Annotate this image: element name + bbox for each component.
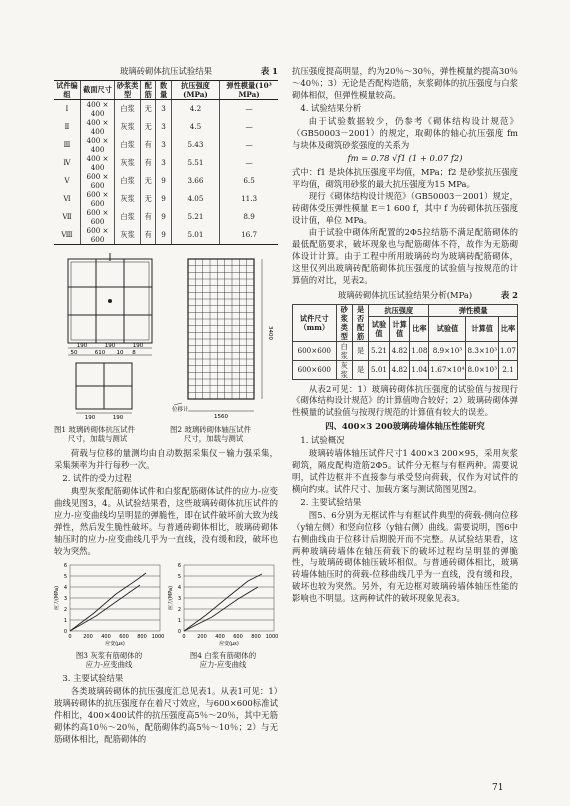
table2-body — [293, 341, 518, 379]
page-number: 71 — [492, 783, 504, 793]
table1-cell: 600 × 600 — [80, 226, 114, 245]
table-row — [54, 154, 278, 172]
table1-number: 表 1 — [260, 66, 278, 76]
fig4-ytick-3: 4 — [177, 584, 181, 591]
table2-h-modulus: 弹性模量 — [429, 304, 518, 317]
fig3-ytick-7: 0 — [63, 628, 67, 635]
table1-cell: 400 × 400 — [80, 154, 114, 172]
table-row — [54, 190, 278, 208]
table2-cell: 2.1 — [498, 360, 517, 379]
table2-cell: 5.21 — [369, 341, 390, 360]
fig3-xlabel: 应变(με) — [105, 640, 125, 647]
table1-cell: 白浆 — [115, 99, 141, 118]
fig4-xtick-6: 1000 — [265, 633, 278, 640]
table2-cell: 1.67×10⁴ — [429, 360, 466, 379]
table1-cell: 有 — [140, 226, 155, 245]
fig4-ytick-6: 1 — [177, 617, 181, 624]
table1-cell: Ⅷ — [54, 226, 80, 245]
table2-title: 玻璃砖砌体抗压试验结果分析(MPa) — [337, 289, 473, 300]
fig4-caption-line1: 图4 白浆有筋砌体的 — [189, 650, 257, 660]
table1 — [54, 80, 278, 245]
fig3-fig4-row — [54, 561, 278, 669]
fig1-dim-top-3: 190 — [132, 342, 144, 349]
table1-cell: 有 — [140, 154, 155, 172]
table2-caption — [292, 290, 518, 302]
table1-cell: 有 — [140, 208, 155, 226]
table1-header-cell: 截面尺寸 — [80, 80, 114, 99]
table1-cell: 3 — [156, 118, 171, 136]
fig1-dim-bottom-1: 50 — [70, 349, 78, 356]
table2-cell: 5.01 — [369, 360, 390, 379]
table1-cell: 8.9 — [220, 208, 278, 226]
table2-cell: 8.3×10³ — [466, 341, 498, 360]
fig4-caption-line2: 应力-应变曲线 — [199, 659, 247, 669]
heading-section-4: 四、400×3 200玻璃砖墙体轴压性能研究 — [325, 421, 485, 432]
fig3-ytick-1: 6 — [63, 562, 67, 569]
fig4-ytick-7: 0 — [177, 628, 181, 635]
table1-cell: 400 × 400 — [80, 136, 114, 154]
heading-analysis: 4. 试验结果分析 — [300, 102, 362, 113]
left-para-3: 各类玻璃砖砌体的抗压强度汇总见表1。从表1可见：1）玻璃砖砌体的抗压强度存在着尺寸效应，与600×600标准试件相比，400×400试件的抗压强度高5％～20％，其中无筋砌体约高10％～20％，配筋砌体约高5％～10％；2）与无筋砌体相比，配筋砌体的 — [54, 685, 278, 744]
fig3-ylabel: 应力(MPa) — [54, 585, 60, 610]
table1-cell: 16.7 — [220, 226, 278, 245]
heading-force-process: 2. 试件的受力过程 — [62, 473, 132, 484]
table1-cell: 灰浆 — [115, 118, 141, 136]
fig1-dim-small-2: 190 — [112, 414, 124, 421]
table-row — [54, 118, 278, 136]
table2 — [292, 304, 518, 380]
table2-cell: 1.08 — [410, 341, 429, 360]
table1-cell: 9 — [156, 172, 171, 190]
table1-cell: 9 — [156, 190, 171, 208]
table1-cell: 3 — [156, 136, 171, 154]
fig3-xtick-5: 800 — [137, 633, 147, 640]
fig1-dim-bottom-4: 8 — [132, 349, 136, 356]
table1-cell: 400 × 400 — [80, 118, 114, 136]
table2-cell: 1.07 — [498, 341, 517, 360]
table-row — [293, 360, 518, 379]
table1-cell: Ⅳ — [63, 158, 71, 168]
table1-cell: 灰浆 — [115, 154, 141, 172]
table1-cell: Ⅵ — [63, 194, 71, 204]
fig2-caption-line1: 图2 玻璃砖砌体轴压试件 — [170, 424, 251, 434]
fig3-xtick-6: 1000 — [151, 633, 164, 640]
table2-cell: 8.0×10³ — [466, 360, 498, 379]
table1-header-cell: 砂浆类型 — [115, 80, 141, 99]
table1-cell: 11.3 — [220, 190, 278, 208]
table1-cell: 灰浆 — [115, 190, 141, 208]
table1-cell: — — [220, 99, 278, 118]
table1-cell: 5.01 — [171, 226, 219, 245]
table2-subheader-cell: 比率 — [410, 317, 429, 341]
table1-cell: 4.05 — [171, 190, 219, 208]
table1-cell: 无 — [140, 190, 155, 208]
fig4-caption — [168, 651, 278, 670]
table1-header-cell: 数量 — [156, 80, 171, 99]
table2-number: 表 2 — [500, 289, 518, 300]
table1-cell: 4.5 — [171, 118, 219, 136]
table2-subheader-cell: 计算值 — [466, 317, 498, 341]
fig4-ytick-4: 3 — [177, 595, 181, 602]
heading-overview: 1. 试验概况 — [300, 435, 345, 446]
fig4-ytick-5: 2 — [177, 606, 181, 613]
table-row — [54, 99, 278, 118]
fig1-caption-line1: 图1 玻璃砖砌体抗压试件 — [54, 424, 135, 434]
table2-h-reinforced: 是否配筋 — [352, 304, 368, 341]
table1-cell: 灰浆 — [115, 226, 141, 245]
fig4-xtick-1: 0 — [182, 633, 186, 640]
table2-cell: 1.04 — [410, 360, 429, 379]
left-para-2: 典型灰浆配筋砌体试件和白浆配筋砌体试件的应力-应变曲线见图3，4。从试验结果看，这些玻璃砖砌体抗压试件的应力-应变曲线均呈明显的弹脆性，即在试件破坏前大致为线弹性，然后发生脆性破坏。与普通砖砌体相比，玻璃砖砌体轴压时的应力-应变曲线几乎为一直线，没有缓和段，破坏也较为突然。 — [54, 486, 278, 556]
fig1-dim-small-1: 190 — [84, 414, 96, 421]
fig3-ytick-3: 4 — [63, 584, 67, 591]
table1-cell: Ⅶ — [62, 212, 72, 222]
table2-cell: 600×600 — [293, 360, 337, 379]
table-row — [54, 136, 278, 154]
fig3 — [54, 561, 164, 669]
table1-cell: 白浆 — [115, 208, 141, 226]
table1-cell: 白浆 — [115, 136, 141, 154]
table1-cell: 9 — [156, 226, 171, 245]
fig3-chart — [54, 561, 164, 647]
table1-cell: 600 × 600 — [80, 190, 114, 208]
table2-subheader-cell: 比率 — [498, 317, 517, 341]
table2-h-size: 试件尺寸（mm） — [293, 304, 337, 341]
fig4-ytick-1: 6 — [177, 562, 181, 569]
table1-cell: 3 — [156, 154, 171, 172]
table2-subheader-cell: 试验值 — [369, 317, 390, 341]
table2-cell: 4.82 — [389, 360, 410, 379]
table-row — [54, 208, 278, 226]
left-column — [54, 66, 278, 746]
table1-cell: 3 — [156, 99, 171, 118]
fig3-ytick-2: 5 — [63, 573, 67, 580]
fig3-caption-line2: 应力-应变曲线 — [85, 659, 133, 669]
right-para-4: 从表2可见：1）玻璃砖砌体抗压强度的试验值与按现行《砌体结构设计规范》的计算值吻合较好；2）玻璃砖砌体弹性模量的试验值与按现行规范的计算值有较大的误差。 — [292, 383, 518, 418]
formula-note: 式中：f1 是块体抗压强度平均值，MPa；f2 是砂浆抗压强度平均值，砌筑用砂浆的最大抗压强度为15 MPa。 — [292, 167, 518, 190]
table2-cell: 8.9×10³ — [429, 341, 466, 360]
table1-cell: 3.66 — [171, 172, 219, 190]
table-row — [54, 172, 278, 190]
table2-cell: 白浆 — [336, 341, 352, 360]
fig4-xtick-5: 800 — [251, 633, 261, 640]
fig1-dim-top-1: 190 — [76, 342, 88, 349]
table1-title: 玻璃砖砌体抗压试验结果 — [119, 66, 213, 76]
heading-results-2: 2. 主要试验结果 — [300, 496, 362, 507]
fig3-caption — [54, 651, 164, 670]
right-para-3: 由于试验中砌体所配置的2Φ5拉结筋不满足配筋砌体的最低配筋要求，破坏现象也与配筋砌体不符，故作为无筋砌体设计计算。由于工程中所用玻璃砖均为玻璃砖配筋砌体，这里仅列出玻璃砖配筋砌体抗压强度的试验值与按规范的计算值的对比，见表2。 — [292, 226, 518, 285]
table2-cell: 是 — [352, 360, 368, 379]
table1-cell: 有 — [140, 136, 155, 154]
table2-cell: 600×600 — [293, 341, 337, 360]
fig1-drawing — [54, 253, 164, 421]
fig3-xtick-1: 0 — [68, 633, 72, 640]
table1-cell: — — [220, 154, 278, 172]
table2-cell: 灰浆 — [336, 360, 352, 379]
fig2-caption-line2: 尺寸，加载与测试 — [184, 434, 244, 444]
table1-cell: 5.51 — [171, 154, 219, 172]
fig4-ylabel: 应力(MPa) — [168, 585, 174, 610]
fig4-ytick-2: 5 — [177, 573, 181, 580]
table-row — [54, 226, 278, 245]
table1-header-cell: 抗压强度(MPa) — [171, 80, 219, 99]
table1-cell: 9 — [156, 208, 171, 226]
table1-header-row — [54, 80, 278, 99]
fig4-xtick-4: 600 — [233, 633, 243, 640]
fig2-drawing — [170, 253, 278, 421]
table1-body — [54, 99, 278, 244]
fig2-gauge-label: 位移计 — [172, 406, 189, 413]
table1-cell: 无 — [140, 172, 155, 190]
fig1-dim-bottom-3: 10 — [116, 349, 124, 356]
formula-fm: fm = 0.78 √f1 (1 + 0.07 f2) — [347, 153, 463, 164]
table1-cell: 白浆 — [115, 172, 141, 190]
fig3-xtick-3: 400 — [101, 633, 111, 640]
table1-cell: Ⅴ — [64, 176, 70, 186]
fig1 — [54, 253, 164, 443]
table1-cell: Ⅱ — [64, 122, 70, 132]
right-para-6: 图5、6分别为无框试件与有框试件典型的荷载-侧向位移（y轴左侧）和竖向位移（y轴右侧）曲线。需要说明，图6中右侧曲线由于位移计后期脱开而不完整。从试验结果看，这两种玻璃砖墙体在轴压荷载下的破坏过程均呈明显的弹脆性，与玻璃砖砌体轴压破坏相似。与普通砖砌体相比，玻璃砖墙体轴压时的荷载-位移曲线几乎为一直线，没有缓和段，破坏也较为突然。另外，有无边框对玻璃砖墙体轴压性能的影响也不明显。这两种试件的破坏现象见表3。 — [292, 509, 518, 604]
table1-cell: 5.43 — [171, 136, 219, 154]
table1-cell: 4.2 — [171, 99, 219, 118]
fig3-ytick-4: 3 — [63, 595, 67, 602]
fig2-height-label: 3400 — [267, 325, 273, 340]
fig3-ytick-5: 2 — [63, 606, 67, 613]
table1-header-cell: 配筋 — [140, 80, 155, 99]
table2-h-mortar: 砂浆类型 — [336, 304, 352, 341]
fig3-ytick-6: 1 — [63, 617, 67, 624]
right-column — [292, 66, 518, 605]
fig1-dim-top-2: 190 — [104, 342, 116, 349]
table2-subheader-cell: 计算值 — [389, 317, 410, 341]
right-para-1: 由于试验数据较少，仍参考《砌体结构设计规范》（GB50003－2001）的规定，取砌体的轴心抗压强度 fm 与块体及砌筑砂浆强度的关系为 — [292, 115, 518, 150]
fig3-xtick-4: 600 — [119, 633, 129, 640]
fig3-xtick-2: 200 — [83, 633, 93, 640]
table1-header-cell: 弹性模量(10³ MPa) — [220, 80, 278, 99]
fig4 — [168, 561, 278, 669]
heading-main-results: 3. 主要试验结果 — [62, 673, 124, 684]
fig4-chart — [168, 561, 278, 647]
fig2-width-label: 1560 — [214, 413, 228, 420]
table2-subheader-cell: 试验值 — [429, 317, 466, 341]
table2-cell: 4.82 — [389, 341, 410, 360]
fig3-caption-line1: 图3 灰浆有筋砌体的 — [75, 650, 143, 660]
fig4-xtick-2: 200 — [197, 633, 207, 640]
fig2-caption — [170, 425, 278, 444]
table1-cell: — — [220, 136, 278, 154]
fig4-xtick-3: 400 — [215, 633, 225, 640]
table-row — [293, 341, 518, 360]
table1-cell: Ⅲ — [63, 140, 71, 150]
right-para-2: 现行《砌体结构设计规范》（GB50003－2001）规定，砖砌体受压弹性模量 E＝1 600 f，其中 f 为砖砌体抗压强度设计值，单位 MPa。 — [292, 191, 518, 226]
table1-cell: 400 × 400 — [80, 99, 114, 118]
fig1-fig2-row — [54, 253, 278, 443]
fig1-caption-line2: 尺寸，加载与测试 — [68, 434, 128, 444]
left-para-1: 荷载与位移的量测均由自动数据采集仪－输力强采集，采集频率为并行每秒一次。 — [54, 448, 278, 471]
fig1-dim-bottom-2: 610 — [94, 349, 106, 356]
table2-group-header — [293, 304, 518, 317]
table1-caption — [54, 66, 278, 78]
table1-cell: — — [220, 118, 278, 136]
table2-cell: 是 — [352, 341, 368, 360]
fig4-xlabel: 应变(με) — [219, 640, 239, 647]
fig1-caption — [54, 425, 164, 444]
table1-cell: 无 — [140, 118, 155, 136]
fig2 — [170, 253, 278, 443]
table1-cell: 5.21 — [171, 208, 219, 226]
table1-cell: 无 — [140, 99, 155, 118]
table1-cell: 600 × 600 — [80, 172, 114, 190]
table1-cell: 6.5 — [220, 172, 278, 190]
table2-h-strength: 抗压强度 — [369, 304, 429, 317]
table1-cell: Ⅰ — [65, 104, 69, 114]
table1-header-cell: 试件编组 — [54, 80, 80, 99]
right-para-5: 玻璃砖墙体轴压试件尺寸1 400×3 200×95，采用灰浆砌筑，隔皮配构造筋2Φ5。试件分无框与有框两种。需要说明，试件边框并不直接参与承受竖向荷载，仅作为对试件的横向约束。试件尺寸、加载方案与测试简图见图2。 — [292, 448, 518, 494]
right-para-continued: 抗压强度提高明显，约为20％～30％，弹性模量约提高30％～40％；3）无论是否配构造筋，灰浆砌体的抗压强度与白浆砌体相似，但弹性模量较高。 — [292, 66, 518, 100]
table1-cell: 600 × 600 — [80, 208, 114, 226]
